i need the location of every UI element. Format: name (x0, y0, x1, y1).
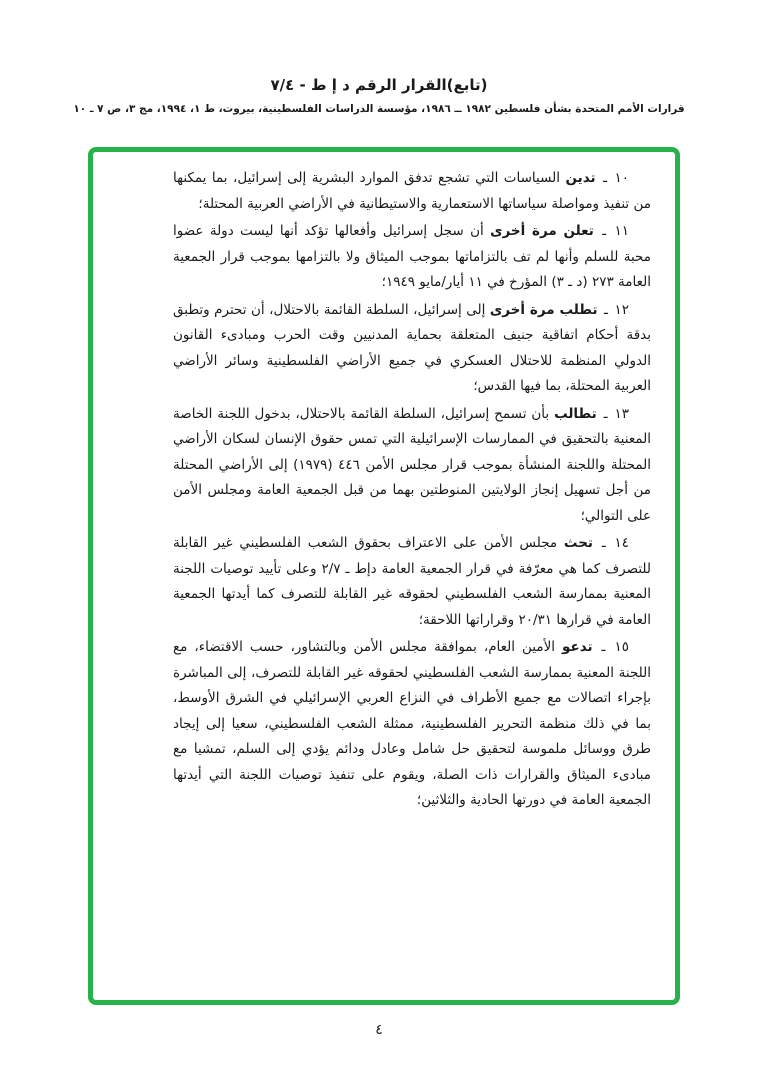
paragraph-lead: تطالب (554, 405, 597, 422)
resolution-paragraph (173, 166, 651, 217)
resolution-body (173, 166, 651, 814)
resolution-paragraph (173, 402, 651, 530)
paragraph-dash: ـ (603, 170, 608, 186)
paragraph-number: ١١ (614, 223, 630, 239)
paragraph-dash: ـ (602, 223, 607, 239)
paragraph-number: ١٥ (614, 639, 629, 655)
paragraph-text: السياسات التي تشجع تدفق الموارد البشرية إلى إسرائيل، بما يمكنها من تنفيذ ومواصلة سياساتها الاستعمارية والاستيطانية في الأراضي العربية المحتلة؛ (173, 170, 651, 212)
paragraph-text: الأمين العام، بموافقة مجلس الأمن وبالتشاور، حسب الاقتضاء، مع اللجنة المعنية بممارسة الشعب الفلسطيني لحقوقه غير القابلة للتصرف، إلى المباشرة بإجراء اتصالات مع جميع الأطراف في النزاع العربي الإسرائيلي في الشرق الأوسط، بما في ذلك منظمة التحرير الفلسطينية، ممثلة الشعب الفلسطيني، سعيا إلى إيجاد طرق ووسائل ملموسة لتحقيق حل شامل وعادل ودائم يؤدي إلى السلم، تمشيا مع مبادىء الميثاق والقرارات ذات الصلة، ويقوم على تنفيذ توصيات اللجنة التي أيدتها الجمعية العامة في دورتها الحادية والثلاثين؛ (173, 639, 651, 808)
document-header (0, 76, 758, 115)
resolution-title: (تابع)القرار الرقم د إ ط - ٧/٤ (270, 76, 488, 94)
resolution-paragraph (173, 298, 651, 400)
paragraph-text: أن سجل إسرائيل وأفعالها تؤكد أنها ليست دولة عضوا محبة للسلم وأنها لم تف بالتزاماتها بموجب الميثاق ولا بالتزامها بموجب قرار الجمعية العامة ٢٧٣ (د ـ ٣) المؤرخ في ١١ أيار/مايو ١٩٤٩؛ (173, 223, 651, 290)
resolution-paragraph (173, 635, 651, 814)
paragraph-text: مجلس الأمن على الاعتراف بحقوق الشعب الفلسطيني غير القابلة للتصرف كما هي معرّفة في قرار الجمعية العامة دإط ـ ٢/٧ وعلى تأييد توصيات اللجنة المعنية بممارسة الشعب الفلسطيني لحقوقه غير القابلة للتصرف كما أيدتها الجمعية العامة في قرارها ٢٠/٣١ وقراراتها اللاحقة؛ (173, 535, 651, 628)
paragraph-number: ١٤ (614, 535, 630, 551)
paragraph-number: ١٣ (614, 405, 630, 422)
paragraph-dash: ـ (604, 301, 608, 318)
paragraph-lead: تدعو (562, 639, 593, 655)
resolution-paragraph (173, 531, 651, 633)
paragraph-lead: تدين (565, 170, 596, 186)
resolution-frame (88, 147, 680, 1005)
paragraph-text: بأن تسمح إسرائيل، السلطة القائمة بالاحتلال، بدخول اللجنة الخاصة المعنية بالتحقيق في الممارسات الإسرائيلية التي تمس حقوق الإنسان لسكان الأراضي المحتلة واللجنة المنشأة بموجب قرار مجلس الأمن ٤٤٦ (١٩٧٩) إلى الأراضي المحتلة من أجل تسهيل إنجاز الولايتين المنوطتين بهما من قبل الجمعية العامة ومجلس الأمن على التوالي؛ (173, 405, 651, 524)
resolution-paragraph (173, 219, 651, 296)
paragraph-dash: ـ (601, 639, 606, 655)
paragraph-lead: تطلب مرة أخرى (489, 301, 598, 318)
paragraph-lead: تحث (563, 535, 593, 551)
paragraph-lead: تعلن مرة أخرى (490, 223, 594, 239)
paragraph-dash: ـ (603, 405, 608, 422)
paragraph-dash: ـ (601, 535, 606, 551)
source-citation: قرارات الأمم المتحدة بشأن فلسطين ١٩٨٢ ــ ١٩٨٦، مؤسسة الدراسات الفلسطينية، بيروت، ط ١، ١٩٩٤، مج ٣، ص ٧ ـ ١٠ (73, 103, 685, 115)
paragraph-number: ١٢ (614, 301, 629, 318)
page-footer (0, 1022, 758, 1038)
paragraph-number: ١٠ (614, 170, 630, 186)
page-number: ٤ (375, 1022, 383, 1038)
paragraph-text: إلى إسرائيل، السلطة القائمة بالاحتلال، أن تحترم وتطبق بدقة أحكام اتفاقية جنيف المتعلقة بحماية المدنيين وقت الحرب ومبادىء القانون الدولي المنظمة للاحتلال العسكري في جميع الأراضي الفلسطينية وسائر الأراضي العربية المحتلة، بما فيها القدس؛ (173, 301, 651, 394)
